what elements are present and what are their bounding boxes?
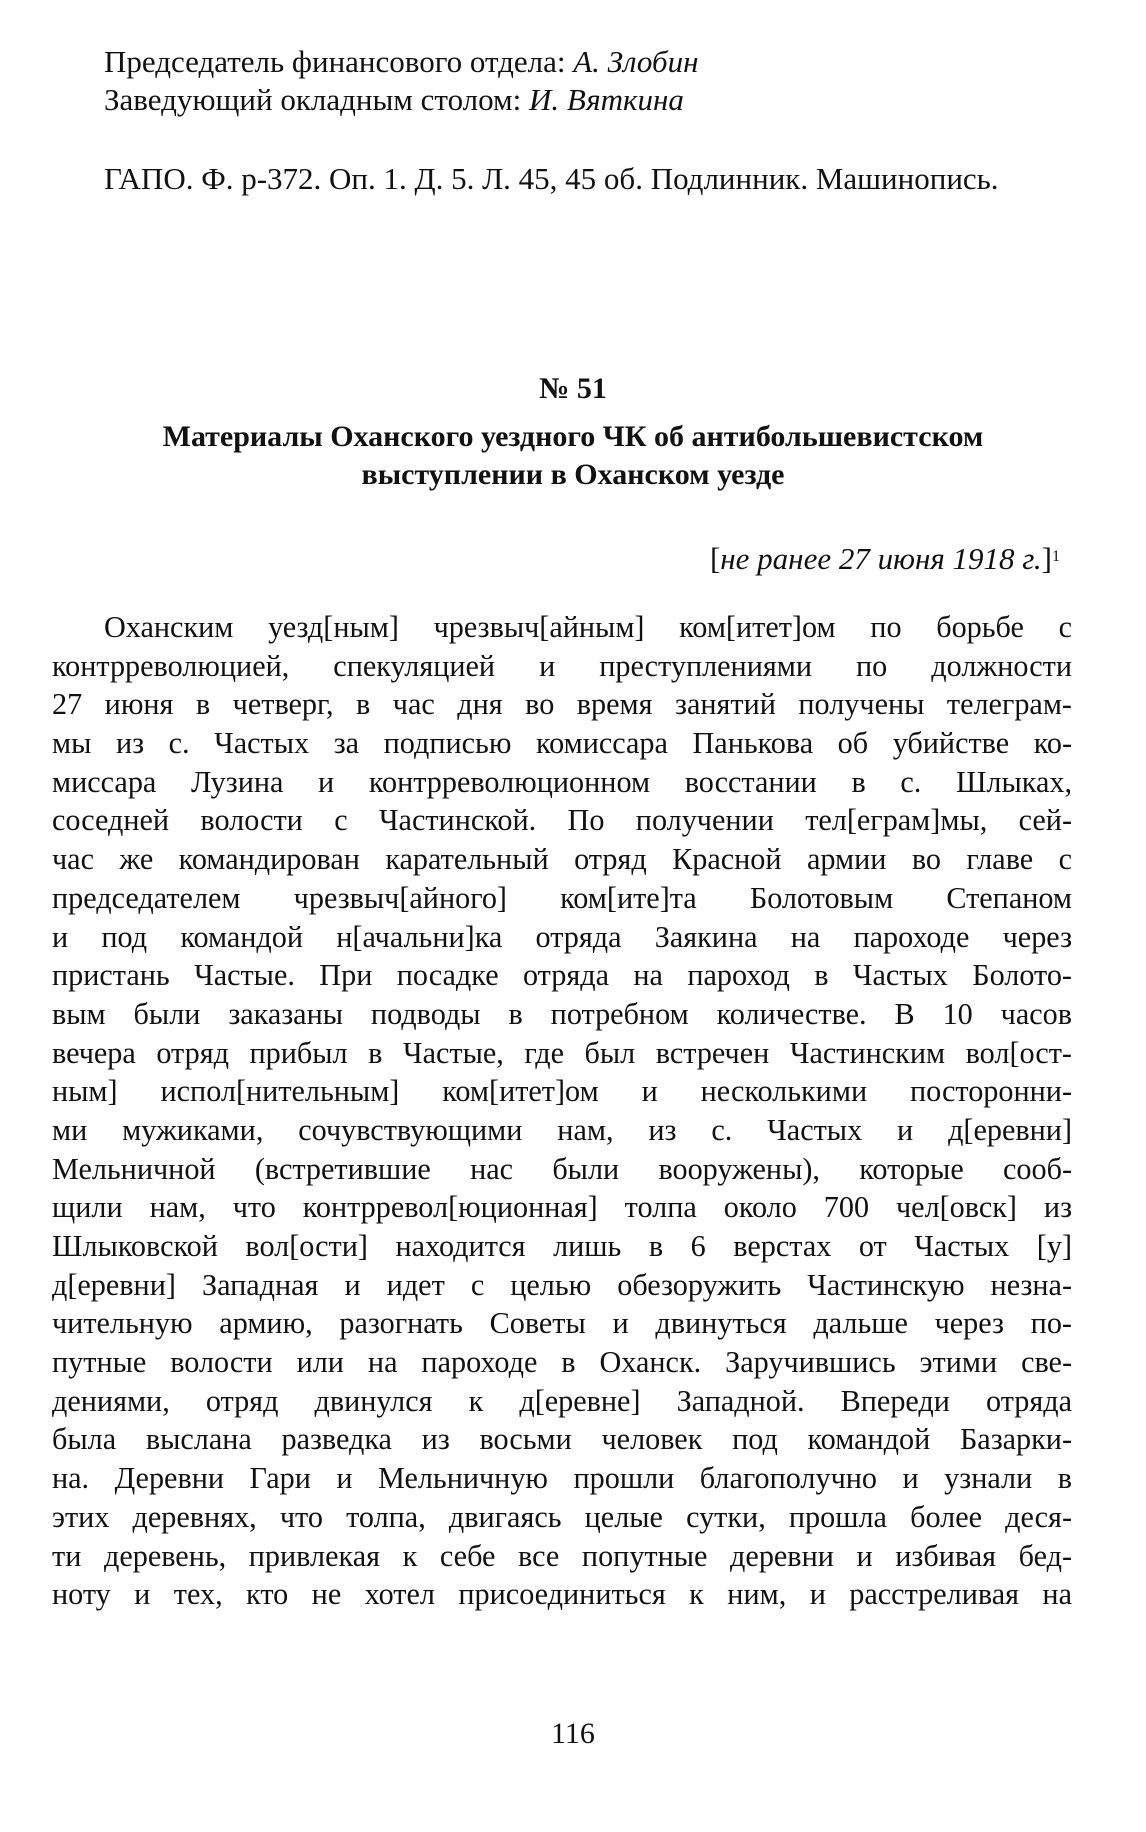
body-line: ти деревень, привлекая к себе все попутные деревни и избивая бед-: [52, 1538, 1072, 1573]
body-line: Мельничной (встретившие нас были вооружены), которые сооб-: [52, 1151, 1072, 1186]
date-text: не ранее 27 июня 1918 г.: [720, 541, 1042, 576]
signature-name: А. Злобин: [573, 44, 699, 79]
body-line: мы из с. Частых за подписью комиссара Панькова об убийстве ко-: [52, 726, 1072, 761]
signature-name: И. Вяткина: [529, 82, 684, 117]
document-title: Материалы Оханского уездного ЧК об антибольшевистском выступлении в Оханском уезде: [162, 420, 984, 491]
body-line: ноту и тех, кто не хотел присоединиться к ним, и расстреливая на: [52, 1577, 1072, 1612]
body-line: д[еревни] Западная и идет с целью обезоружить Частинскую незна-: [52, 1267, 1072, 1302]
document-date: [710, 541, 1060, 577]
body-line: пристань Частые. При посадке отряда на пароход в Частых Болото-: [52, 958, 1072, 993]
date-footnote-marker: 1: [1052, 548, 1060, 565]
body-line: была выслана разведка из восьми человек под командой Базарки-: [52, 1422, 1072, 1457]
document-body: [52, 608, 1072, 1614]
body-line: контрреволюцией, спекуляцией и преступлениями по должности: [52, 648, 1072, 683]
page-number: 116: [551, 1717, 595, 1750]
body-line: вечера отряд прибыл в Частые, где был встречен Частинским вол[ост-: [52, 1035, 1072, 1070]
body-line: на. Деревни Гари и Мельничную прошли благополучно и узнали в: [52, 1461, 1072, 1496]
body-line: Оханским уезд[ным] чрезвыч[айным] ком[итет]ом по борьбе с: [104, 610, 1072, 644]
body-line: ным] испол[нительным] ком[итет]ом и несколькими посторонни-: [52, 1074, 1072, 1109]
body-line: соседней волости с Частинской. По получении тел[еграм]мы, сей-: [52, 803, 1072, 838]
body-line: миссара Лузина и контрреволюционном восстании в с. Шлыках,: [52, 764, 1072, 799]
document-number: № 51: [539, 372, 607, 405]
body-line: председателем чрезвыч[айного] ком[ите]та Болотовым Степаном: [52, 880, 1072, 915]
body-line: этих деревнях, что толпа, двигаясь целые сутки, прошла более деся-: [52, 1499, 1072, 1534]
body-line: путные волости или на пароходе в Оханск. Заручившись этими све-: [52, 1345, 1072, 1380]
body-line: щили нам, что контрревол[юционная] толпа около 700 чел[овск] из: [52, 1190, 1072, 1225]
body-line: и под командой н[ачальни]ка отряда Заякина на пароходе через: [52, 919, 1072, 954]
body-line: ми мужиками, сочувствующими нам, из с. Частых и д[еревни]: [52, 1112, 1072, 1147]
body-line: час же командирован карательный отряд Красной армии во главе с: [52, 842, 1072, 877]
signature-role: Председатель финансового отдела:: [104, 44, 566, 79]
signature-line-salary-desk-head: [104, 82, 974, 118]
body-line: 27 июня в четверг, в час дня во время занятий получены телеграм-: [52, 687, 1072, 722]
signature-role: Заведующий окладным столом:: [104, 82, 522, 117]
archive-reference: ГАПО. Ф. р-372. Оп. 1. Д. 5. Л. 45, 45 об. Подлинник. Машинопись.: [104, 161, 999, 196]
signature-line-finance-chair: [104, 44, 974, 80]
body-line: чительную армию, разогнать Советы и двинуться дальше через по-: [52, 1306, 1072, 1341]
body-line: дениями, отряд двинулся к д[еревне] Западной. Впереди отряда: [52, 1383, 1072, 1418]
body-line: Шлыковской вол[ости] находится лишь в 6 верстах от Частых [у]: [52, 1229, 1072, 1263]
date-open-bracket: [: [709, 541, 721, 576]
body-line: вым были заказаны подводы в потребном количестве. В 10 часов: [52, 996, 1072, 1031]
date-close-bracket: ]: [1041, 541, 1052, 576]
